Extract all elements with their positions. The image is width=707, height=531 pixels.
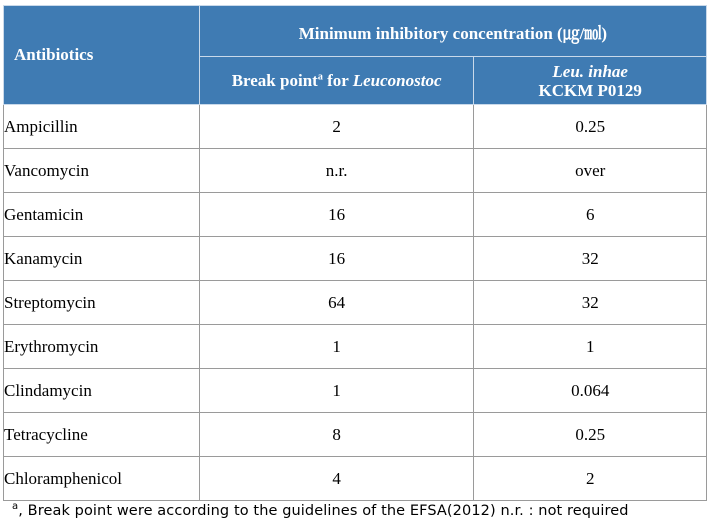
breakpoint-cell: 16 — [199, 237, 474, 281]
breakpoint-cell: 8 — [199, 413, 474, 457]
breakpoint-for: for — [322, 70, 353, 90]
breakpoint-cell: 64 — [199, 281, 474, 325]
mic-table — [3, 5, 707, 501]
antibiotic-cell: Clindamycin — [4, 369, 200, 413]
strain-mic-cell: 0.25 — [474, 413, 707, 457]
breakpoint-cell: n.r. — [199, 149, 474, 193]
antibiotic-cell: Erythromycin — [4, 325, 200, 369]
footnote-marker: a — [12, 501, 19, 513]
breakpoint-cell: 1 — [199, 325, 474, 369]
table-row — [4, 413, 707, 457]
antibiotic-cell: Tetracycline — [4, 413, 200, 457]
breakpoint-footnote-marker: a — [317, 70, 323, 82]
breakpoint-header — [199, 57, 474, 105]
table-row — [4, 105, 707, 149]
breakpoint-cell: 1 — [199, 369, 474, 413]
strain-header — [474, 57, 707, 105]
footnote — [12, 503, 629, 519]
mic-header: Minimum inhibitory concentration (㎍/㏖) — [199, 6, 706, 57]
antibiotic-cell: Vancomycin — [4, 149, 200, 193]
breakpoint-cell: 16 — [199, 193, 474, 237]
breakpoint-cell: 2 — [199, 105, 474, 149]
table-header — [4, 6, 707, 105]
strain-mic-cell: 1 — [474, 325, 707, 369]
strain-species: Leu. inhae — [552, 61, 628, 81]
table-row — [4, 457, 707, 501]
antibiotic-cell: Ampicillin — [4, 105, 200, 149]
strain-mic-cell: 0.064 — [474, 369, 707, 413]
footnote-text: , Break point were according to the guidelines of the EFSA(2012) n.r. : not required — [18, 503, 629, 519]
antibiotic-cell: Streptomycin — [4, 281, 200, 325]
table-row — [4, 325, 707, 369]
strain-mic-cell: 0.25 — [474, 105, 707, 149]
table-row — [4, 281, 707, 325]
breakpoint-cell: 4 — [199, 457, 474, 501]
genus-name: Leuconostoc — [352, 70, 442, 90]
antibiotics-header: Antibiotics — [4, 6, 200, 105]
strain-mic-cell: 32 — [474, 237, 707, 281]
table-row — [4, 237, 707, 281]
table-row — [4, 149, 707, 193]
strain-mic-cell: 2 — [474, 457, 707, 501]
breakpoint-label: Break point — [231, 70, 318, 90]
strain-code: KCKM P0129 — [538, 80, 642, 100]
strain-mic-cell: over — [474, 149, 707, 193]
antibiotic-cell: Kanamycin — [4, 237, 200, 281]
antibiotic-cell: Gentamicin — [4, 193, 200, 237]
table-row — [4, 369, 707, 413]
antibiotic-cell: Chloramphenicol — [4, 457, 200, 501]
strain-mic-cell: 32 — [474, 281, 707, 325]
table-body — [4, 105, 707, 501]
header-row-1 — [4, 6, 707, 57]
strain-mic-cell: 6 — [474, 193, 707, 237]
table-row — [4, 193, 707, 237]
